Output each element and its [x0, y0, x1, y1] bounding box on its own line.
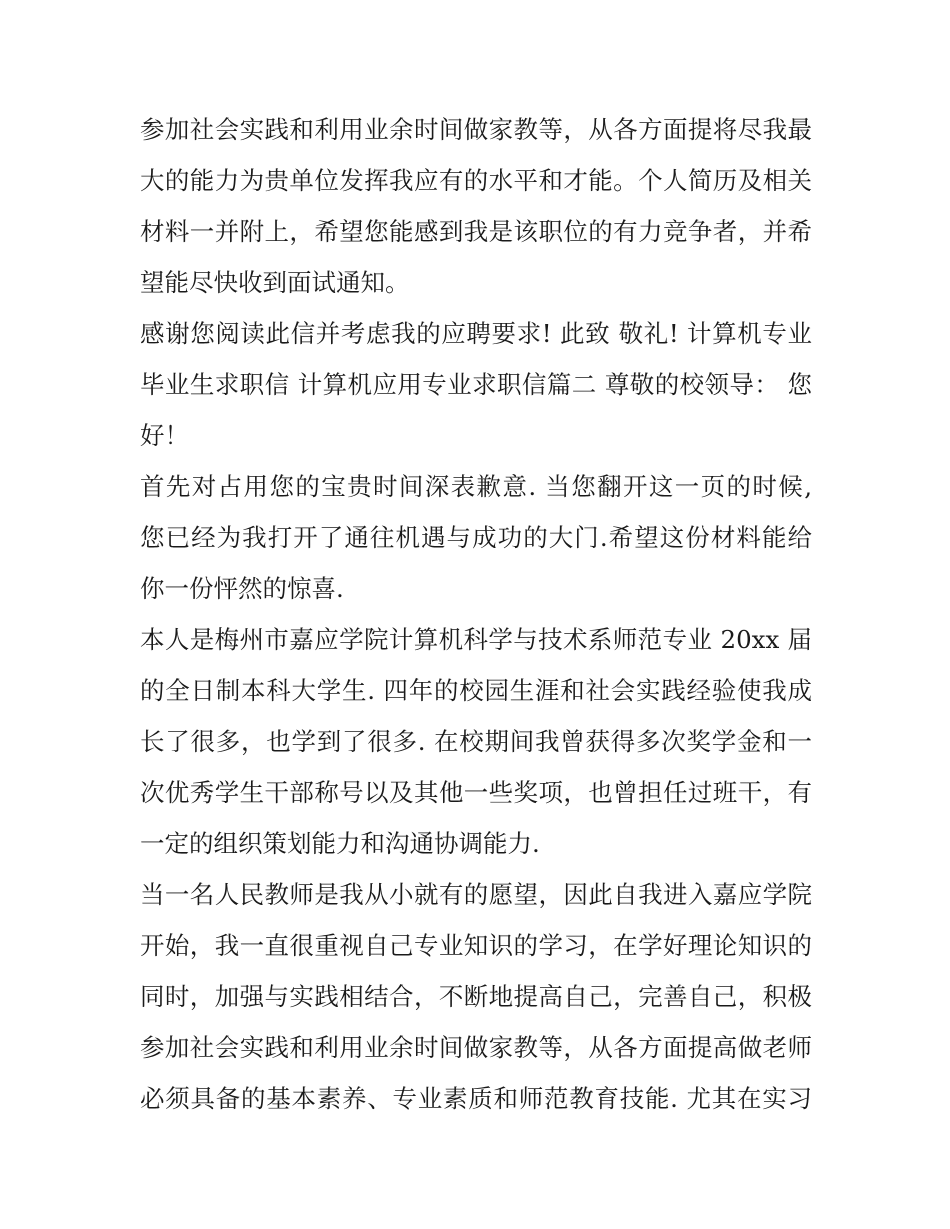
text-line: 参加社会实践和利用业余时间做家教等，从各方面提将尽我最	[140, 115, 812, 144]
text-line: 感谢您阅读此信并考虑我的应聘要求! 此致 敬礼! 计算机专业	[140, 319, 812, 348]
text-line: 本人是梅州市嘉应学院计算机科学与技术系师范专业 20xx 届	[140, 625, 812, 654]
document-body	[140, 104, 812, 1124]
text-line: 长了很多，也学到了很多. 在校期间我曾获得多次奖学金和一	[140, 727, 812, 756]
text-line: 次优秀学生干部称号以及其他一些奖项，也曾担任过班干，有	[140, 778, 812, 807]
text-line: 好！	[140, 421, 189, 450]
text-line: 必须具备的基本素养、专业素质和师范教育技能. 尤其在实习	[140, 1084, 812, 1113]
text-line: 望能尽快收到面试通知。	[140, 268, 410, 297]
text-line: 你一份怦然的惊喜.	[140, 574, 344, 603]
text-line: 开始，我一直很重视自己专业知识的学习，在学好理论知识的	[140, 931, 812, 960]
text-line: 毕业生求职信 计算机应用专业求职信篇二 尊敬的校领导： 您	[140, 370, 812, 399]
text-line: 材料一并附上，希望您能感到我是该职位的有力竞争者，并希	[140, 217, 812, 246]
text-line: 当一名人民教师是我从小就有的愿望，因此自我进入嘉应学院	[140, 880, 812, 909]
text-line: 一定的组织策划能力和沟通协调能力.	[140, 829, 540, 858]
text-line: 您已经为我打开了通往机遇与成功的大门.希望这份材料能给	[140, 523, 812, 552]
text-line: 首先对占用您的宝贵时间深表歉意. 当您翻开这一页的时候,	[140, 472, 812, 501]
text-line: 同时，加强与实践相结合，不断地提高自己，完善自己，积极	[140, 982, 812, 1011]
text-line: 的全日制本科大学生. 四年的校园生涯和社会实践经验使我成	[140, 676, 812, 705]
text-line: 参加社会实践和利用业余时间做家教等，从各方面提高做老师	[140, 1033, 812, 1062]
text-line: 大的能力为贵单位发挥我应有的水平和才能。个人简历及相关	[140, 166, 812, 195]
